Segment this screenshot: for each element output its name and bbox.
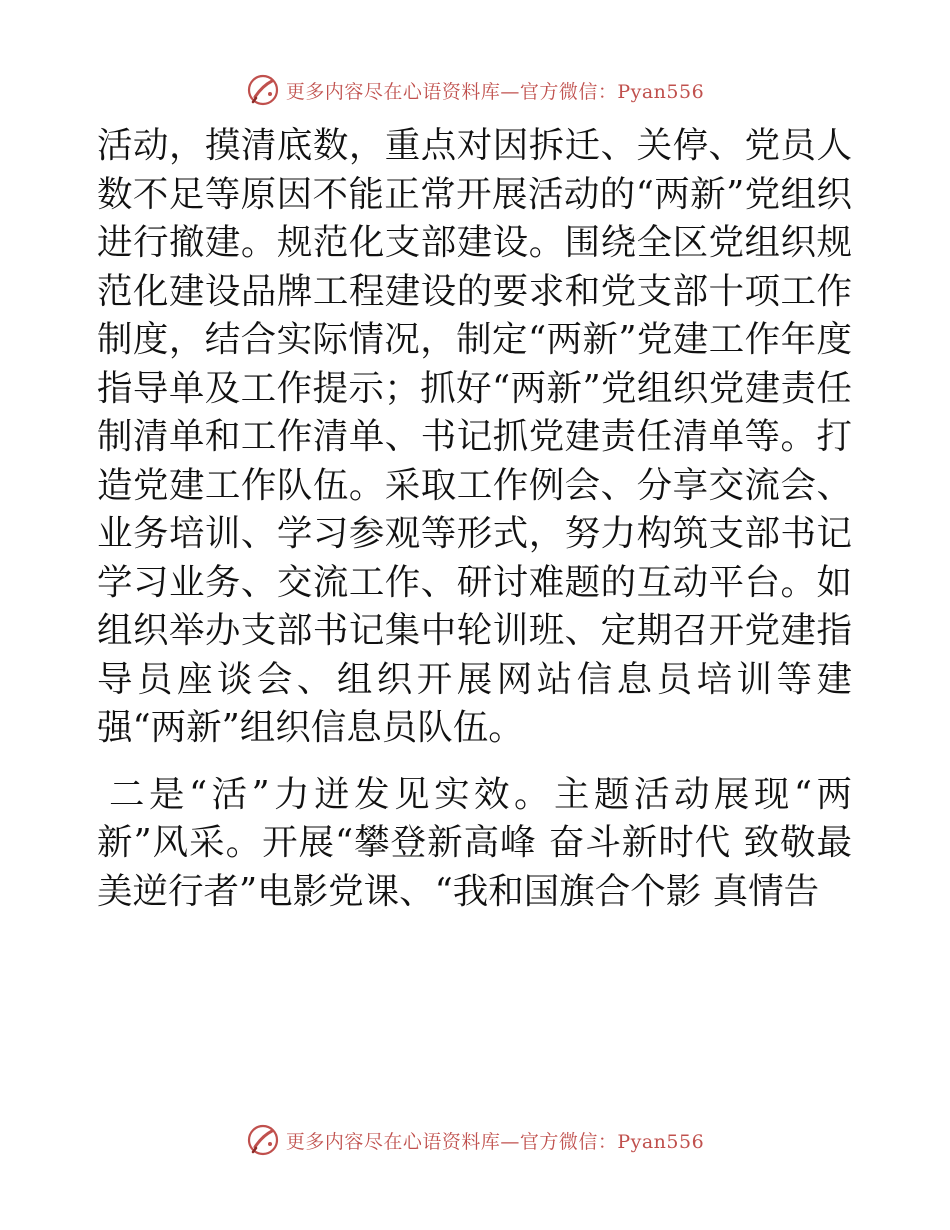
watermark-header bbox=[0, 70, 950, 110]
watermark-text: 更多内容尽在心语资料库—官方微信：Pyan556 bbox=[285, 1130, 705, 1153]
watermark-text: 更多内容尽在心语资料库—官方微信：Pyan556 bbox=[285, 80, 705, 103]
body-paragraph: 二是“活”力迸发见实效。主题活动展现“两新”风采。开展“攀登新高峰 奋斗新时代 致敬最美逆行者”电影党课、“我和国旗合个影 真情告 bbox=[97, 773, 852, 912]
brush-logo-icon bbox=[246, 73, 280, 107]
brush-logo-icon bbox=[246, 1123, 280, 1157]
body-paragraph: 活动，摸清底数，重点对因拆迁、关停、党员人数不足等原因不能正常开展活动的“两新”党组织进行撤建。规范化支部建设。围绕全区党组织规范化建设品牌工程建设的要求和党支部十项工作制度，结合实际情况，制定“两新”党建工作年度指导单及工作提示；抓好“两新”党组织党建责任制清单和工作清单、书记抓党建责任清单等。打造党建工作队伍。采取工作例会、分享交流会、业务培训、学习参观等形式，努力构筑支部书记学习业务、交流工作、研讨难题的互动平台。如组织举办支部书记集中轮训班、定期召开党建指导员座谈会、组织开展网站信息员培训等建强“两新”组织信息员队伍。 bbox=[97, 125, 852, 748]
watermark-footer bbox=[0, 1120, 950, 1160]
document-body bbox=[97, 122, 852, 916]
